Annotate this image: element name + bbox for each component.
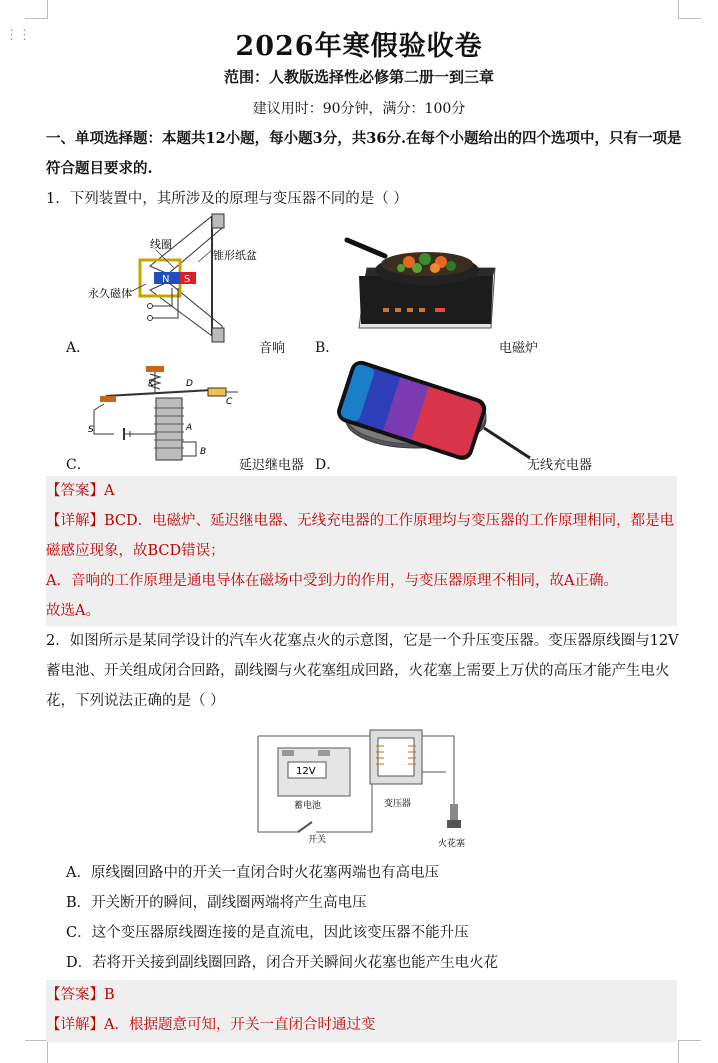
relay-label-d: D <box>186 379 193 389</box>
q1-option-c-letter: C． <box>66 457 91 473</box>
q2-stem: 2．如图所示是某同学设计的汽车火花塞点火的示意图，它是一个升压变压器。变压器原线圈与12V蓄电池、开关组成闭合回路，副线圈与火花塞组成回路，火花塞上需要上万伏的高压才能产生电火花，下列说法正确的是（ ） <box>46 633 679 709</box>
battery-label: 蓄电池 <box>294 801 322 811</box>
transformer-label: 变压器 <box>384 799 412 809</box>
relay-label-s: S <box>88 425 94 435</box>
q1-detail-1: 【详解】BCD．电磁炉、延迟继电器、无线充电器的工作原理均与变压器的工作原理相同，都是电磁感应现象，故BCD错误； <box>46 513 675 559</box>
section-heading: 一、单项选择题：本题共12小题，每小题3分，共36分.在每个小题给出的四个选项中，只有一项是符合题目要求的. <box>46 130 682 177</box>
relay-label-b: B <box>200 447 207 457</box>
relay-figure <box>84 362 244 466</box>
q1-answer: 【答案】A <box>46 483 115 499</box>
corner-mark <box>678 1040 701 1063</box>
q2-option-b: B．开关断开的瞬间，副线圈两端将产生高电压 <box>66 895 367 911</box>
battery-voltage: 12V <box>296 766 316 777</box>
q2-answer: 【答案】B <box>46 987 115 1003</box>
ignition-circuit-figure <box>254 722 474 854</box>
q1-option-d-letter: D． <box>315 457 341 473</box>
corner-mark <box>678 0 701 19</box>
q2-option-d: D．若将开关接到副线圈回路，闭合开关瞬间火花塞也能产生电火花 <box>66 955 499 971</box>
q1-option-c-label: 延迟继电器 <box>239 458 305 473</box>
q2-option-a: A．原线圈回路中的开关一直闭合时火花塞两端也有高电压 <box>66 865 439 881</box>
q1-option-a-label: 音响 <box>259 341 286 356</box>
q1-detail-3: 故选A。 <box>46 603 100 619</box>
speaker-figure <box>88 210 257 346</box>
q1-option-b-label: 电磁炉 <box>499 341 539 356</box>
spark-plug-label: 火花塞 <box>438 839 466 849</box>
q2-detail-1: 【详解】A．根据题意可知，开关一直闭合时通过变 <box>46 1017 376 1033</box>
induction-cooker-figure <box>345 228 505 344</box>
relay-label-k: K <box>148 379 154 389</box>
speaker-magnet-label: 永久磁体 <box>88 287 132 300</box>
magnet-s: S <box>184 274 191 285</box>
exam-range: 范围：人教版选择性必修第二册一到三章 <box>223 68 494 86</box>
q1-option-a-letter: A． <box>66 340 91 356</box>
wireless-charger-figure <box>334 354 534 464</box>
corner-mark <box>25 1040 48 1063</box>
drag-handle-icon[interactable]: ⋮⋮ <box>5 28 31 43</box>
magnet-n: N <box>162 274 170 285</box>
relay-label-c: C <box>226 397 233 407</box>
q1-option-b-letter: B． <box>315 340 340 356</box>
q1-stem: 1．下列装置中，其所涉及的原理与变压器不同的是（ ） <box>46 191 408 207</box>
q1-option-d-label: 无线充电器 <box>527 458 593 473</box>
page-title: 2026年寒假验收卷 <box>235 31 483 62</box>
time-info: 建议用时：90分钟，满分：100分 <box>252 101 466 117</box>
relay-label-a: A <box>186 423 193 433</box>
q2-option-c: C．这个变压器原线圈连接的是直流电，因此该变压器不能升压 <box>66 925 469 941</box>
speaker-coil-label: 线圈 <box>150 238 172 251</box>
q1-detail-2: A．音响的工作原理是通电导体在磁场中受到力的作用，与变压器原理不相同，故A正确。 <box>46 573 618 589</box>
speaker-cone-label: 锥形纸盆 <box>213 249 257 262</box>
corner-mark <box>25 0 48 19</box>
switch-label: 开关 <box>308 835 327 845</box>
